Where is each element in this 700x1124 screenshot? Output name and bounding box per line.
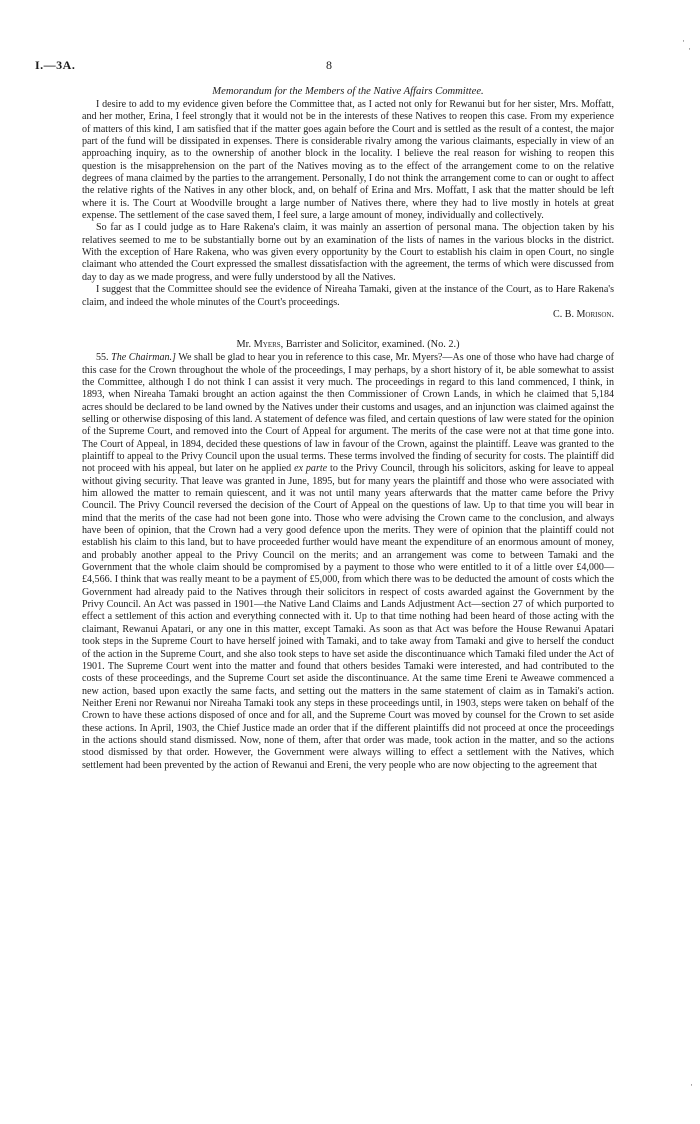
memo-paragraph-2: So far as I could judge as to Hare Rakena's claim, it was mainly an assertion of personal mana. The objection taken by his relatives seemed to me to be substantially borne out by an examination of the lists of names in the various blocks in the district. With the exception of Hare Rakena, who was given every opportunity by the Court to establish his claim in open Court, no single claimant who attended the Court expressed the smallest dissatisfaction with the agreement, the terms of which were discussed from day to day as we made progress, and were fully understood by all the Natives. <box>82 222 614 283</box>
margin-mark-top: · <box>682 36 685 46</box>
memo-paragraph-1: I desire to add to my evidence given before the Committee that, as I acted not only for Rewanui but for her sister, Mrs. Moffatt, and her mother, Erina, I feel strongly that it would not be in the interests of these Natives to reopen this case. From my experience of matters of this kind, I am satisfied that if the matter goes again before the Court and is settled as the result of a contest, the major part of the fund will be dissipated in expenses. There is considerable rivalry among the various claimants, especially in view of an approaching inquiry, as to the ownership of another block in the locality. I believe the real reason for wishing to reopen this question is the misapprehension on the part of the Natives moving as to the effect of the arrangement come to on the relative degrees of mana claimed by the parties to the arrangement. Personally, I do not think the arrangement come to can or ought to affect the relative rights of the Natives in any other block, and, on behalf of Erina and Mrs. Moffatt, I ask that the matter should be left where it is. The Court at Woodville brought a large number of Natives there, where they had to live mostly in hotels at great expense. The settlement of the case saved them, I feel sure, a large amount of money, individually and collectively. <box>82 99 614 222</box>
signature-name: C. B. Morison. <box>553 308 614 320</box>
document-reference: I.—3A. <box>35 58 76 72</box>
question-number: 55. <box>96 352 109 364</box>
memo-signature <box>82 309 614 321</box>
page-header <box>35 54 614 76</box>
exam-title-prefix: Mr. <box>236 339 252 351</box>
examination-answer-55 <box>82 352 614 772</box>
memo-paragraph-3: I suggest that the Committee should see the evidence of Nireaha Tamaki, given at the instance of the Court, as to Hare Rakena's claim, and indeed the whole minutes of the Court's proceedings. <box>82 284 614 308</box>
question-speaker: The Chairman.] <box>111 352 176 364</box>
examination-heading <box>82 339 614 350</box>
memorandum-title: Memorandum for the Members of the Native Affairs Committee. <box>212 86 484 97</box>
margin-mark-bottom: · <box>690 1080 693 1090</box>
document-page <box>35 54 614 772</box>
exam-title-rest: Barrister and Solicitor, examined. (No. 2.) <box>285 339 460 351</box>
answer-text-part-1: We shall be glad to hear you in reference to this case, Mr. Myers?—As one of those who have had charge of this case for the Crown throughout the whole of the proceedings, I may perhaps, by a short history of it, be able somewhat to assist the Committee, although I do not think I can assist it very much. The proceedings in regard to this land commenced, I think, in 1893, when Nireaha Tamaki brought an action against the then Commissioner of Crown Lands, in which he claimed that 5,184 acres should be declared to be land owned by the Natives under their customs and usages, and an injunction was claimed against the selling or otherwise disposing of this land. A statement of defence was filed, and certain questions of law were stated for the opinion of the Supreme Court, and removed into the Court of Appeal for argument. The merits of the case were not at that time gone into. The Court of Appeal, in 1894, decided these questions of law in favour of the Crown, against the plaintiff. Leave was granted to the plaintiff to appeal to the Privy Council upon the usual terms. These terms involved the finding of security for costs. The plaintiff did not proceed with his appeal, but later on he applied <box>82 352 614 475</box>
margin-mark-top-2: · <box>688 44 691 54</box>
page-number: 8 <box>326 58 332 72</box>
exam-witness-name: Myers, <box>253 339 284 351</box>
latin-phrase: ex parte <box>294 463 328 475</box>
answer-text-part-2: to the Privy Council, through his solicitors, asking for leave to appeal without giving security. That leave was granted in June, 1895, but for many years the plaintiff and those who were associated with him allowed the matter to remain quiescent, and it was not until many years afterwards that the matter came before the Privy Council. The Privy Council reversed the decision of the Court of Appeal on the questions of law. Up to that time you will bear in mind that the merits of the case had not been gone into. Those who were advising the Crown came to the conclusion, and always have been of opinion, that the Crown had a very good defence upon the merits. They were of opinion that the plaintiff could not establish his claim to this land, but to have proceeded further would have meant the expenditure of an enormous amount of money, and probably another appeal to the Privy Council on the merits; and an arrangement was come to between Tamaki and the Government that the whole claim should be compromised by a payment to those who were entitled to it of a little over £4,000—£4,566. I think that was really meant to be a payment of £5,000, from which there was to be deducted the amount of costs which the Government had already paid to the Natives through their solicitors in respect of costs awarded against the Government by the Privy Council. An Act was passed in 1901—the Native Land Claims and Lands Adjustment Act—section 27 of which purported to effect a settlement of this action and everything connected with it. Up to that time nothing had been heard of those acting with the claimant, Rewanui Apatari, or any one in this matter, except Tamaki. As soon as that Act was before the House Rewanui Apatari took steps in the Supreme Court to have herself joined with Tamaki, and to take away from Tamaki and give to herself the conduct of the action in the Supreme Court, and she also took steps to have set aside the discontinuance which Tamaki filed under the Act of 1901. The Supreme Court went into the matter and found that others besides Tamaki were interested, and had contributed to the costs of these proceedings, and the Supreme Court set aside the discontinuance. At the same time Ereni te Aweawe commenced a new action, based upon exactly the same facts, and setting out the matters in the same statement of claim as in Tamaki's action. Neither Ereni nor Rewanui nor Nireaha Tamaki took any steps in these proceedings until, in 1903, steps were taken on behalf of the Crown to have these actions disposed of once and for all, and the Supreme Court was moved by counsel for the Crown to set aside these actions. In April, 1903, the Chief Justice made an order that if the different plaintiffs did not proceed at once the proceedings in the actions should stand dismissed. Now, none of them, after that order was made, took action in the matter, and so the actions stood dismissed by that order. However, the Government were always willing to effect a settlement with the Natives, which settlement had been prevented by the action of Rewanui and Ereni, the very people who are now objecting to the agreement that <box>82 463 614 771</box>
